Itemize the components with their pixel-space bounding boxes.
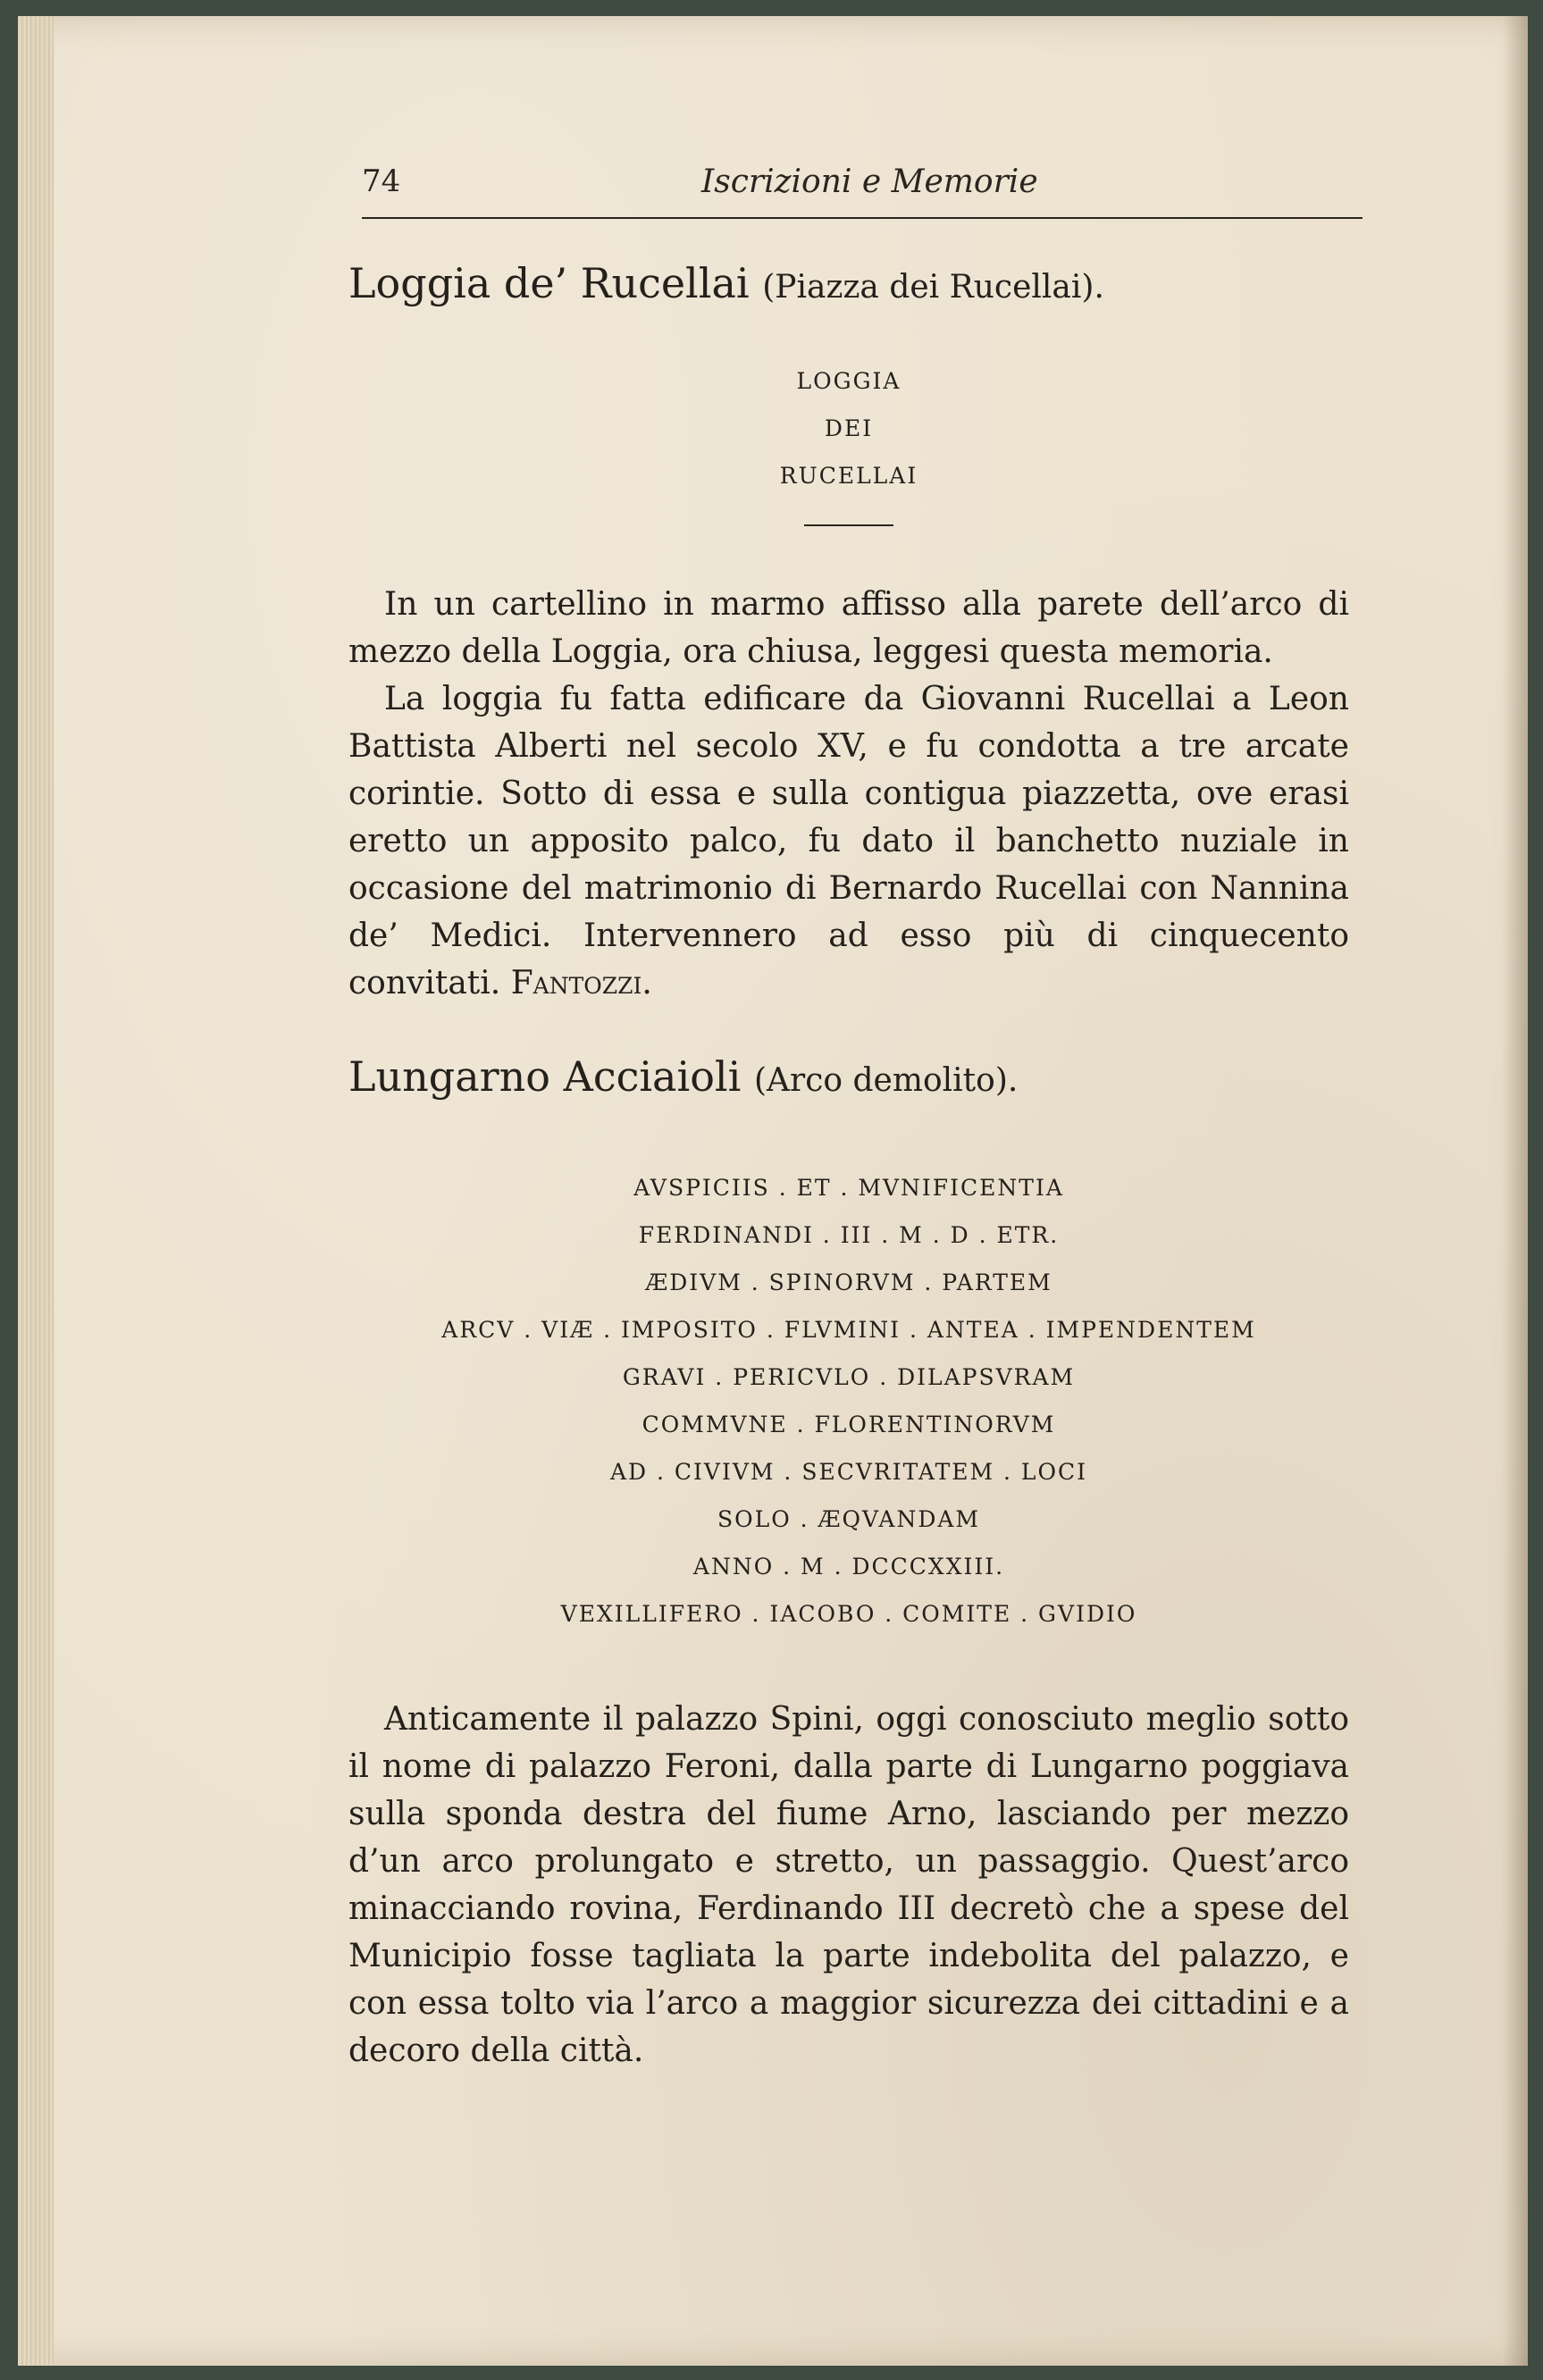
inscription-line: VEXILLIFERO . IACOBO . COMITE . GVIDIO [560, 1601, 1137, 1627]
section-loggia-rucellai [348, 259, 1349, 308]
section-lungarno-acciaioli [348, 1052, 1349, 1102]
paragraph: Anticamente il palazzo Spini, oggi conosciuto meglio sotto il nome di palazzo Feroni, dalla parte di Lungarno poggiava sulla sponda destra del fiume Arno, lasciando per mezzo d’un arco prolungato e stretto, un passaggio. Quest’arco minacciando rovina, Ferdinando III decretò che a spese del Municipio fosse tagliata la parte indebolita del palazzo, e con essa tolto via l’arco a maggior sicurezza dei cittadini e a decoro della città. [348, 1701, 1349, 2069]
section-title [348, 1052, 1349, 1102]
inscription-line: FERDINANDI . III . M . D . ETR. [638, 1222, 1060, 1248]
inscription-line: LOGGIA [796, 368, 901, 394]
page-header [362, 155, 1363, 219]
section-title [348, 259, 1349, 308]
section-loggia-body [348, 581, 1349, 1007]
inscription-acciaioli [348, 1164, 1349, 1638]
inscription-line: ANNO . M . DCCCXXIII. [692, 1554, 1005, 1580]
page-stack-edge [18, 16, 54, 2366]
inscription-line: ARCV . VIÆ . IMPOSITO . FLVMINI . ANTEA . IMPENDENTEM [441, 1317, 1256, 1343]
paragraph [348, 675, 1349, 1007]
section-title-text: Loggia de’ Rucellai [348, 259, 750, 307]
section-acciaioli-body [348, 1696, 1349, 2074]
section-subtitle: (Arco demolito). [753, 1062, 1019, 1099]
book-page [18, 16, 1528, 2366]
inscription-line: RUCELLAI [779, 463, 918, 489]
paragraph: In un cartellino in marmo affisso alla parete dell’arco di mezzo della Loggia, ora chiusa, leggesi questa memoria. [348, 586, 1349, 670]
inscription-line: COMMVNE . FLORENTINORVM [642, 1412, 1056, 1437]
author-name: Fantozzi. [510, 965, 652, 1001]
inscription-loggia [348, 357, 1349, 526]
divider-rule [804, 524, 893, 526]
page-number: 74 [362, 163, 401, 199]
inscription-line: ÆDIVM . SPINORVM . PARTEM [645, 1270, 1052, 1295]
inscription-line: SOLO . ÆQVANDAM [717, 1506, 981, 1532]
inscription-line: AD . CIVIVM . SECVRITATEM . LOCI [609, 1459, 1088, 1485]
running-head: Iscrizioni e Memorie [701, 163, 1038, 200]
paragraph-text: La loggia fu fatta edificare da Giovanni Rucellai a Leon Battista Alberti nel secolo XV, e fu condotta a tre arcate corintie. Sotto di essa e sulla contigua piazzetta, ove erasi eretto un apposito palco, fu dato il banchetto nuziale in occasione del matrimonio di Bernardo Rucellai con Nannina de’ Medici. Intervennero ad esso più di cinquecento convitati. [348, 681, 1349, 1001]
page-right-shadow [1503, 16, 1528, 2366]
inscription-line: GRAVI . PERICVLO . DILAPSVRAM [622, 1364, 1076, 1390]
section-title-text: Lungarno Acciaioli [348, 1052, 742, 1101]
section-subtitle: (Piazza dei Rucellai). [762, 269, 1104, 306]
inscription-line: DEI [824, 415, 874, 441]
inscription-line: AVSPICIIS . ET . MVNIFICENTIA [633, 1175, 1064, 1201]
